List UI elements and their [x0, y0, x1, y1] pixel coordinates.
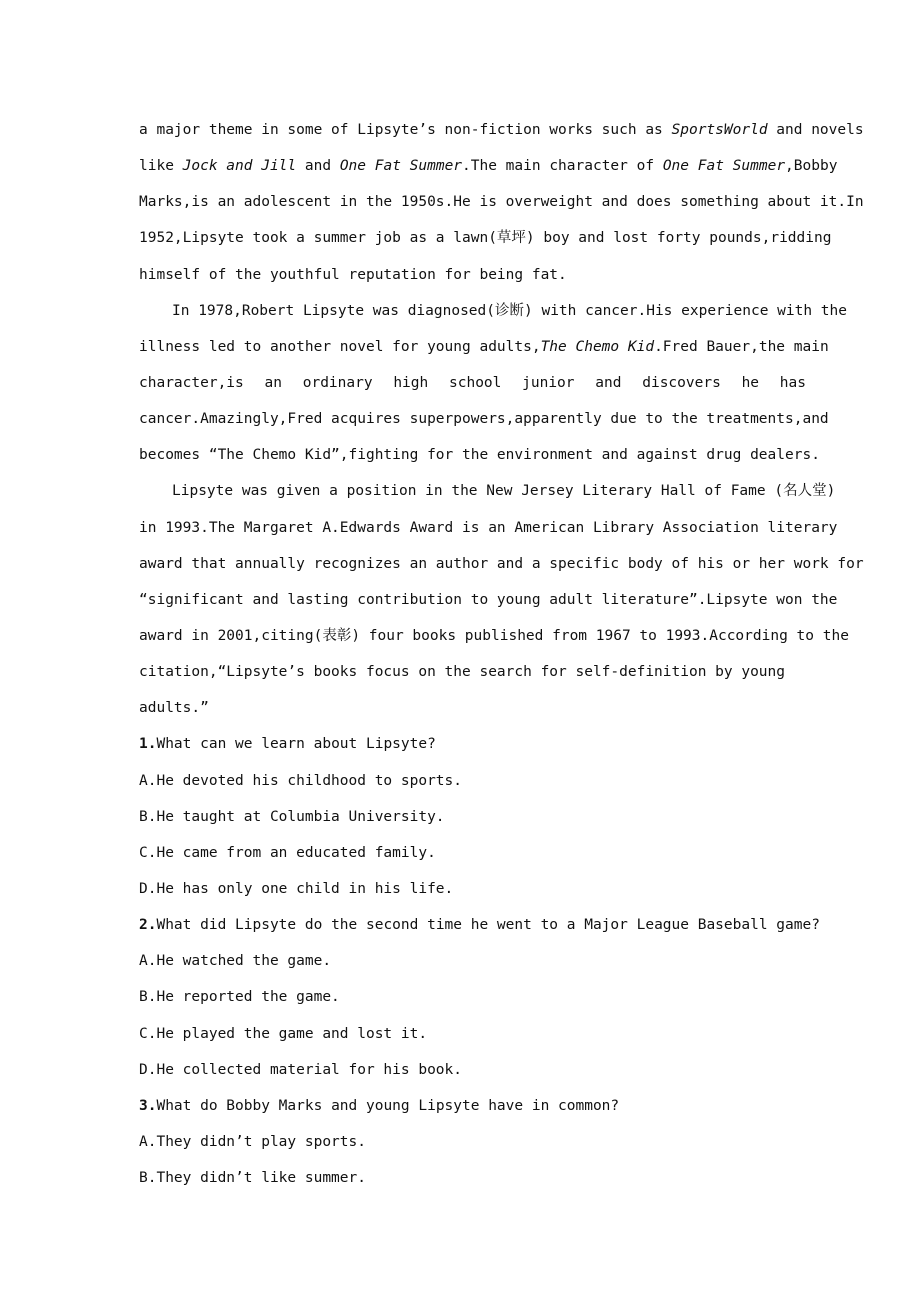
passage-line: 1952,Lipsyte took a summer job as a lawn(草坪) boy and lost forty pounds,ridding — [139, 230, 832, 247]
passage-word: high — [393, 374, 429, 391]
question-text: What did Lipsyte do the second time he went to a Major League Baseball game? — [156, 917, 820, 934]
answer-option: B.He reported the game. — [139, 989, 340, 1006]
passage-line: a major theme in some of Lipsyte’s non-fiction works such as SportsWorld and novels — [139, 122, 864, 138]
passage-line: Marks,is an adolescent in the 1950s.He is overweight and does something about it.In — [139, 194, 864, 211]
passage-line: award that annually recognizes an author and a specific body of his or her work for — [139, 555, 864, 572]
answer-option: C.He came from an educated family. — [139, 844, 436, 861]
question-list — [139, 726, 820, 1196]
question-text: What do Bobby Marks and young Lipsyte have in common? — [156, 1097, 620, 1114]
passage-line — [139, 365, 806, 401]
passage-word: has — [779, 374, 806, 391]
passage-line: In 1978,Robert Lipsyte was diagnosed(诊断) with cancer.His experience with the — [172, 302, 848, 319]
passage-line: in 1993.The Margaret A.Edwards Award is an American Library Association literary — [139, 519, 838, 536]
answer-option: A.They didn’t play sports. — [139, 1133, 366, 1150]
passage-line: citation,“Lipsyte’s books focus on the search for self-definition by young — [139, 664, 786, 681]
answer-option: D.He collected material for his book. — [139, 1061, 463, 1078]
answer-option: D.He has only one child in his life. — [139, 880, 454, 897]
passage-word: he — [741, 374, 760, 391]
book-title: SportsWorld — [671, 122, 768, 138]
book-title: The Chemo Kid — [540, 338, 655, 355]
passage-word: junior — [522, 374, 575, 391]
answer-option: B.They didn’t like summer. — [139, 1170, 366, 1187]
question-number: 3. — [139, 1097, 157, 1114]
question-stem — [139, 1088, 806, 1124]
body-text — [139, 112, 864, 1196]
book-title: One Fat Summer — [662, 158, 786, 175]
passage-line: adults.” — [139, 700, 209, 717]
passage-line: Lipsyte was given a position in the New Jersey Literary Hall of Fame (名人堂) — [172, 483, 836, 500]
passage-word: an — [264, 374, 282, 391]
passage-word: character,is — [139, 374, 244, 391]
passage-line: illness led to another novel for young adults,The Chemo Kid.Fred Bauer,the main — [139, 338, 829, 355]
book-title: Jock and Jill — [182, 158, 297, 175]
passage-word: ordinary — [302, 374, 373, 391]
question-stem — [139, 726, 806, 762]
passage-line: “significant and lasting contribution to young adult literature”.Lipsyte won the — [139, 591, 838, 608]
passage-line: like Jock and Jill and One Fat Summer.The main character of One Fat Summer,Bobby — [139, 158, 838, 175]
question-stem — [139, 907, 820, 943]
passage-line: award in 2001,citing(表彰) four books published from 1967 to 1993.According to the — [139, 627, 849, 644]
question-number: 2. — [139, 917, 157, 934]
passage-line: cancer.Amazingly,Fred acquires superpowers,apparently due to the treatments,and — [139, 411, 829, 428]
answer-option: A.He watched the game. — [139, 953, 332, 970]
question-number: 1. — [139, 736, 157, 753]
passage-word: discovers — [642, 374, 721, 391]
passage-line: himself of the youthful reputation for being fat. — [139, 266, 567, 283]
passage-word: and — [595, 374, 622, 391]
reading-passage — [139, 112, 864, 726]
passage-word: school — [449, 374, 502, 391]
answer-option: A.He devoted his childhood to sports. — [139, 772, 463, 789]
answer-option: B.He taught at Columbia University. — [139, 808, 445, 825]
book-title: One Fat Summer — [339, 158, 463, 175]
answer-option: C.He played the game and lost it. — [139, 1025, 428, 1042]
question-text: What can we learn about Lipsyte? — [156, 736, 436, 753]
passage-line: becomes “The Chemo Kid”,fighting for the environment and against drug dealers. — [139, 447, 820, 464]
